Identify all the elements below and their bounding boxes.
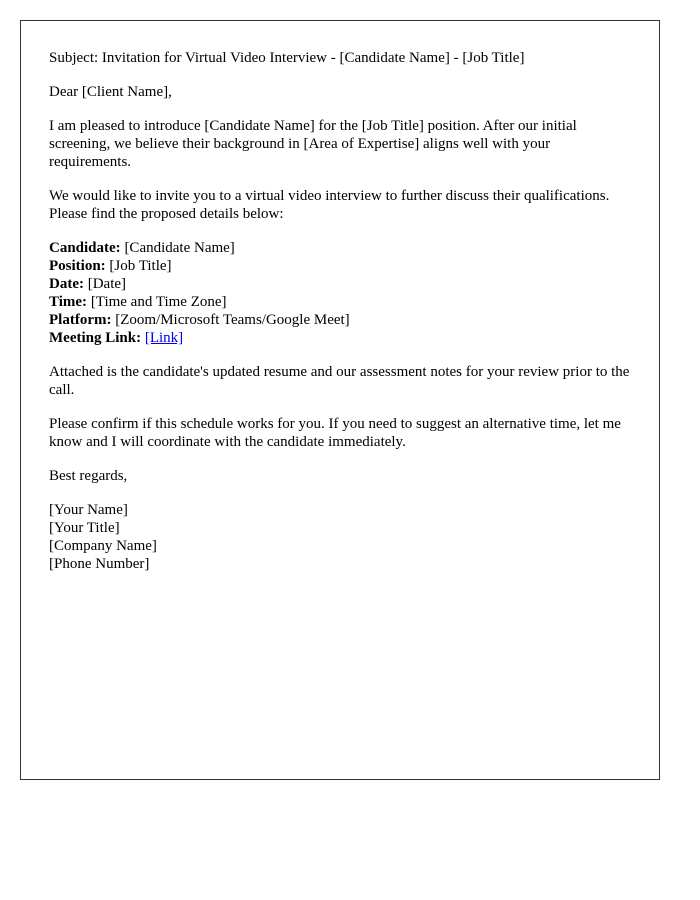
subject-line: Subject: Invitation for Virtual Video Interview - [Candidate Name] - [Job Title] [49,50,525,66]
detail-value: [Job Title] [105,258,172,274]
detail-label: Date: [49,276,84,292]
detail-value: [Candidate Name] [120,240,235,256]
detail-position [49,257,631,275]
detail-value: [Time and Time Zone] [87,294,227,310]
detail-label: Candidate: [49,240,121,256]
interview-details [49,239,631,347]
detail-label: Platform: [49,312,112,328]
meeting-link[interactable]: [Link] [144,330,184,346]
closing: Best regards, [49,468,128,484]
detail-time [49,293,631,311]
detail-label: Position: [49,258,106,274]
detail-label: Time: [49,294,88,310]
signature-company: [Company Name] [49,538,157,554]
confirm-paragraph: Please confirm if this schedule works for you. If you need to suggest an alternative time, let me know and I will coordinate with the candidate immediately. [49,416,621,450]
detail-value: [Date] [83,276,127,292]
invite-paragraph: We would like to invite you to a virtual video interview to further discuss their qualifications. Please find the proposed details below: [49,188,610,222]
detail-platform [49,311,631,329]
greeting: Dear [Client Name], [49,84,172,100]
detail-meeting-link [49,329,631,347]
signature-block [49,501,631,573]
letter-container [20,20,660,780]
signature-phone: [Phone Number] [49,556,150,572]
detail-value: [Zoom/Microsoft Teams/Google Meet] [111,312,350,328]
detail-candidate [49,239,631,257]
intro-paragraph: I am pleased to introduce [Candidate Name] for the [Job Title] position. After our initial screening, we believe their background in [Area of Expertise] aligns well with your requirements. [49,118,577,170]
detail-date [49,275,631,293]
signature-title: [Your Title] [49,520,120,536]
detail-label: Meeting Link: [49,330,142,346]
attachment-paragraph: Attached is the candidate's updated resume and our assessment notes for your review prior to the call. [49,364,630,398]
signature-name: [Your Name] [49,502,128,518]
